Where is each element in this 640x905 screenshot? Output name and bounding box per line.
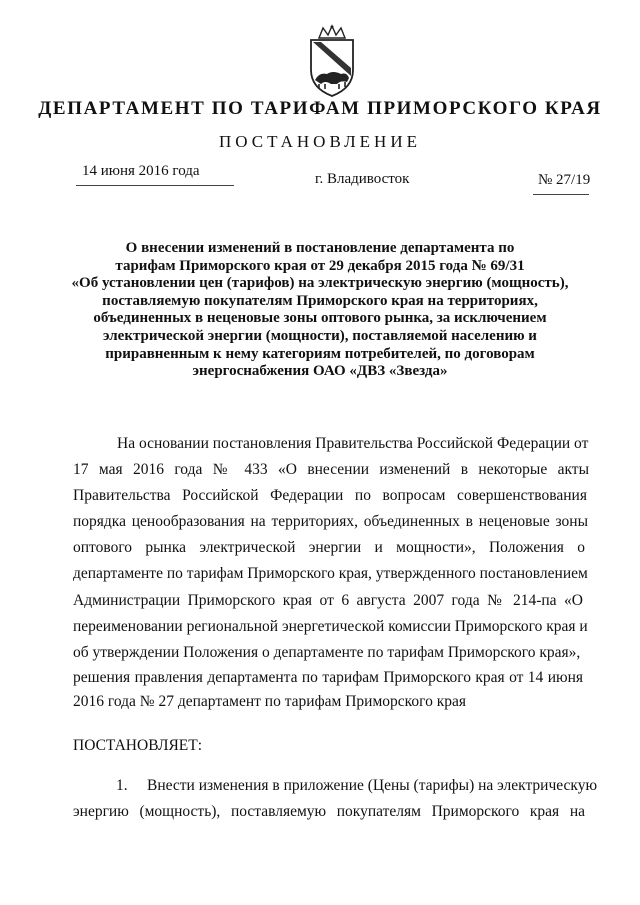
body-line: 2016 года № 27 департамент по тарифам Приморского края [73,693,467,710]
body-line: На основании постановления Правительства Российской Федерации от [117,435,589,452]
document-date: 14 июня 2016 года [82,163,200,179]
subject-line: тарифам Приморского края от 29 декабря 2015 года № 69/31 [115,257,525,274]
body-line: 17 мая 2016 года № 433 «О внесении изменений в некоторые акты [73,461,589,478]
subject-line: «Об установлении цен (тарифов) на электрическую энергию (мощность), [71,275,569,292]
body-line: об утверждении Положения о департаменте по тарифам Приморского края», [73,644,581,661]
coat-of-arms-emblem [301,24,363,98]
department-title: ДЕПАРТАМЕНТ ПО ТАРИФАМ ПРИМОРСКОГО КРАЯ [38,98,602,119]
subject-line: поставляемую покупателям Приморского края на территориях, [102,292,538,309]
body-line: переименовании региональной энергетической комиссии Приморского края и [73,618,588,635]
resolves-heading: ПОСТАНОВЛЯЕТ: [73,737,203,754]
subject-line: объединенных в неценовые зоны оптового рынка, за исключением [93,310,547,327]
date-underline [76,185,234,186]
subject-line: приравненным к нему категориям потребителей, по договорам [105,345,535,362]
subject-line: О внесении изменений в постановление департамента по [125,240,515,256]
item-line: энергию (мощность), поставляемую покупателям Приморского края на [73,803,585,820]
document-subject [60,240,580,381]
document-number: № 27/19 [538,172,591,188]
body-line: Правительства Российской Федерации по вопросам совершенствования [73,487,587,504]
body-line: порядка ценообразования на территориях, объединенных в неценовые зоны [73,513,588,530]
subject-line: энергоснабжения ОАО «ДВЗ «Звезда» [192,363,448,380]
body-line: решения правления департамента по тарифам Приморского края от 14 июня [73,669,583,686]
body-line: оптового рынка электрической энергии и мощности», Положения о [73,539,585,556]
document-type: ПОСТАНОВЛЕНИЕ [218,132,421,151]
body-line: департаменте по тарифам Приморского края, утвержденного постановлением [73,565,588,582]
body-line: Администрации Приморского края от 6 августа 2007 года № 214-па «О [73,592,583,609]
item-line: Внести изменения в приложение (Цены (тарифы) на электрическую [147,777,598,794]
subject-line: электрической энергии (мощности), поставляемой населению и [103,327,537,344]
document-city: г. Владивосток [315,171,410,187]
item-number: 1. [116,777,128,794]
number-underline [533,194,589,195]
